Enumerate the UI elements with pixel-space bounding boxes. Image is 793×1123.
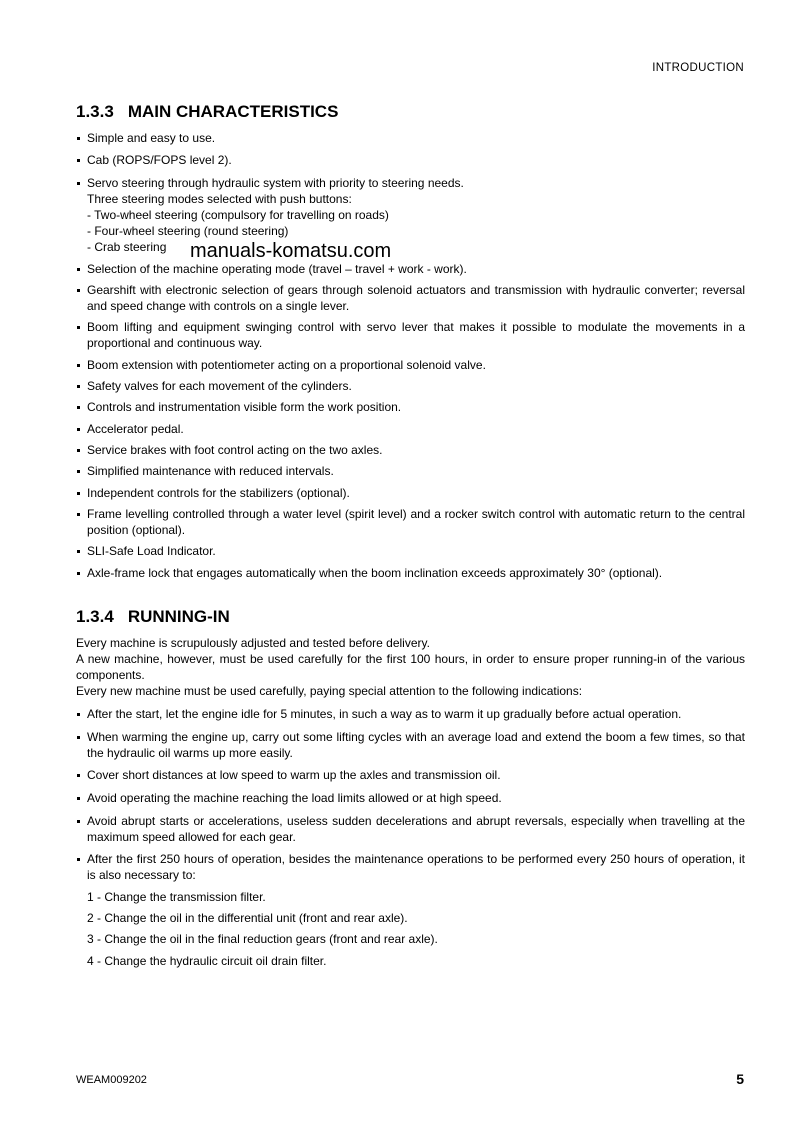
bullet-item bbox=[76, 357, 745, 373]
numbered-step: 4 - Change the hydraulic circuit oil drain filter. bbox=[87, 954, 327, 968]
bullet-text: - Two-wheel steering (compulsory for travelling on roads) bbox=[87, 208, 389, 222]
section-number: 1.3.3 bbox=[76, 102, 114, 121]
intro-paragraph bbox=[76, 635, 745, 699]
bullet-item: After the start, let the engine idle for 5 minutes, in such a way as to warm it up gradually before actual operation. bbox=[76, 706, 745, 722]
bullet-item bbox=[76, 130, 745, 146]
bullet-item bbox=[76, 442, 745, 458]
bullet-text: Simple and easy to use. bbox=[87, 131, 216, 145]
bullet-item bbox=[76, 543, 745, 559]
section-heading-main-characteristics bbox=[76, 102, 338, 122]
bullet-item: Cover short distances at low speed to warm up the axles and transmission oil. bbox=[76, 767, 745, 783]
bullet-text: SLI-Safe Load Indicator. bbox=[87, 544, 216, 558]
bullet-text: Gearshift with electronic selection of gears through solenoid actuators and transmission with hydraulic converter; reversal and speed change with controls on a single lever. bbox=[87, 283, 745, 313]
bullet-text: - Four-wheel steering (round steering) bbox=[87, 224, 289, 238]
bullet-text: Simplified maintenance with reduced intervals. bbox=[87, 464, 334, 478]
bullet-text: Cab (ROPS/FOPS level 2). bbox=[87, 153, 232, 167]
page-number: 5 bbox=[736, 1071, 744, 1087]
bullet-text: Independent controls for the stabilizers (optional). bbox=[87, 486, 350, 500]
bullet-item: When warming the engine up, carry out some lifting cycles with an average load and extend the boom a few times, so that the hydraulic oil warms up more easily. bbox=[76, 729, 745, 761]
intro-line: Every machine is scrupulously adjusted and tested before delivery. bbox=[76, 636, 430, 650]
bullet-text: Controls and instrumentation visible form the work position. bbox=[87, 400, 402, 414]
numbered-step: 3 - Change the oil in the final reduction gears (front and rear axle). bbox=[87, 932, 438, 946]
numbered-step: 1 - Change the transmission filter. bbox=[87, 890, 266, 904]
bullet-text: Selection of the machine operating mode (travel – travel + work - work). bbox=[87, 262, 467, 276]
bullet-item bbox=[76, 319, 745, 351]
bullet-item bbox=[76, 506, 745, 538]
bullet-item: After the first 250 hours of operation, besides the maintenance operations to be performed every 250 hours of operation, it is also necessary to: bbox=[76, 851, 745, 883]
bullet-item bbox=[76, 565, 745, 581]
bullet-text: Service brakes with foot control acting on the two axles. bbox=[87, 443, 383, 457]
bullet-item bbox=[76, 485, 745, 501]
bullet-text: Frame levelling controlled through a water level (spirit level) and a rocker switch control with automatic return to the central position (optional). bbox=[87, 507, 745, 537]
bullet-text: Accelerator pedal. bbox=[87, 422, 184, 436]
running-header: INTRODUCTION bbox=[652, 62, 744, 74]
document-code: WEAM009202 bbox=[76, 1074, 147, 1086]
bullet-text: Three steering modes selected with push buttons: bbox=[87, 192, 352, 206]
section-title: RUNNING-IN bbox=[127, 607, 230, 626]
bullet-item bbox=[76, 463, 745, 479]
bullet-item bbox=[76, 175, 745, 255]
bullet-item bbox=[76, 421, 745, 437]
bullet-item bbox=[76, 378, 745, 394]
bullet-item: Avoid abrupt starts or accelerations, useless sudden decelerations and abrupt reversals, especially when travelling at the maximum speed allowed for each gear. bbox=[76, 813, 745, 845]
numbered-step: 2 - Change the oil in the differential unit (front and rear axle). bbox=[87, 911, 408, 925]
section-title: MAIN CHARACTERISTICS bbox=[127, 102, 339, 121]
bullet-item bbox=[76, 152, 745, 168]
bullet-text: Boom extension with potentiometer acting on a proportional solenoid valve. bbox=[87, 358, 486, 372]
bullet-item bbox=[76, 399, 745, 415]
watermark: manuals-komatsu.com bbox=[190, 240, 392, 262]
bullet-text: - Crab steering bbox=[87, 240, 167, 254]
bullet-item bbox=[76, 282, 745, 314]
bullet-text: Servo steering through hydraulic system with priority to steering needs. bbox=[87, 176, 464, 190]
bullet-text: Boom lifting and equipment swinging control with servo lever that makes it possible to modulate the movements in a proportional and continuous way. bbox=[87, 320, 745, 350]
bullet-item: Avoid operating the machine reaching the load limits allowed or at high speed. bbox=[76, 790, 745, 806]
intro-line: Every new machine must be used carefully, paying special attention to the following indications: bbox=[76, 684, 583, 698]
bullet-text: Safety valves for each movement of the cylinders. bbox=[87, 379, 352, 393]
intro-line: A new machine, however, must be used carefully for the first 100 hours, in order to ensure proper running-in of the various components. bbox=[76, 652, 745, 682]
section-number: 1.3.4 bbox=[76, 607, 114, 626]
bullet-text: Axle-frame lock that engages automatically when the boom inclination exceeds approximately 30° (optional). bbox=[87, 566, 663, 580]
section-heading-running-in bbox=[76, 607, 230, 627]
bullet-item bbox=[76, 261, 745, 277]
